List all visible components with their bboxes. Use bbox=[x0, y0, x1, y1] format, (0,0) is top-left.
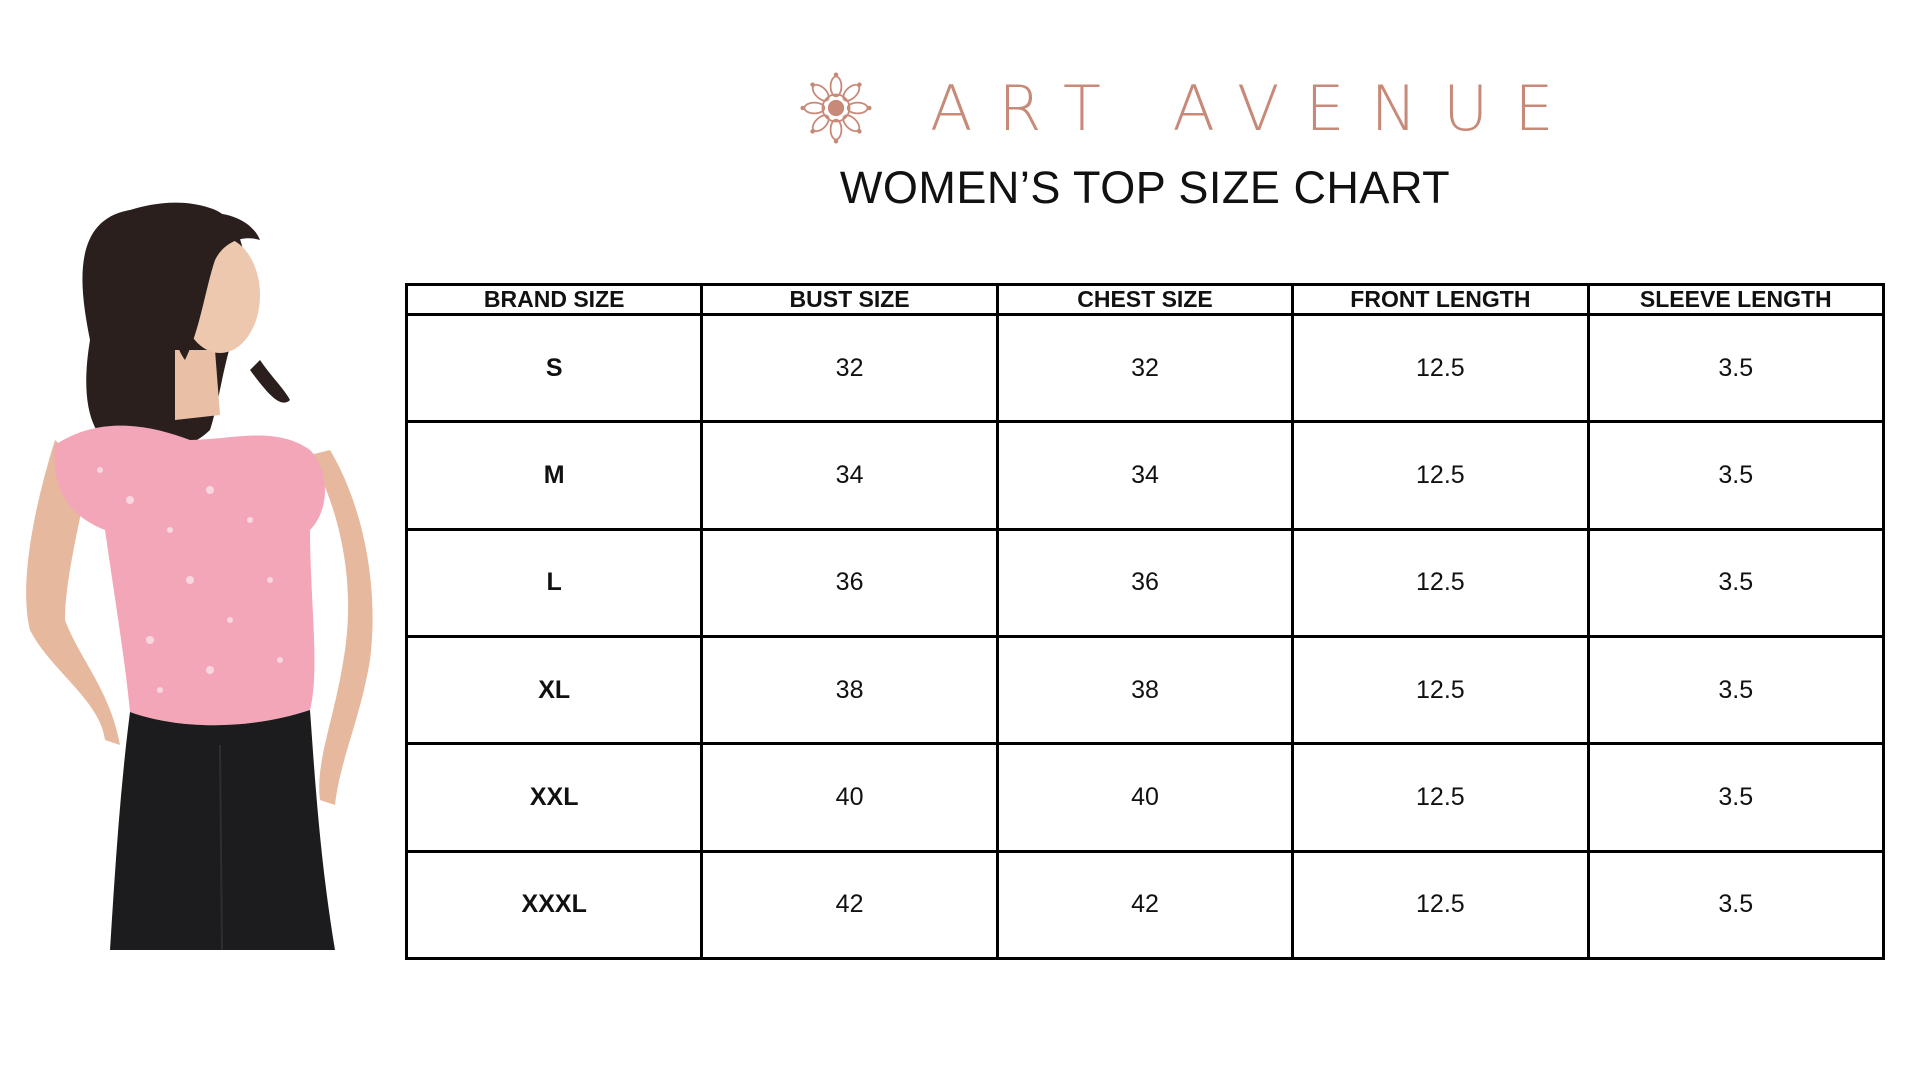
model-photo bbox=[10, 200, 400, 950]
chest-cell: 34 bbox=[997, 422, 1292, 529]
front-length-cell: 12.5 bbox=[1293, 529, 1588, 636]
page-title: WOMEN’S TOP SIZE CHART bbox=[839, 162, 1451, 213]
size-cell: S bbox=[407, 315, 702, 422]
table-header-row bbox=[407, 285, 1884, 315]
header-chest-size: CHEST SIZE bbox=[997, 285, 1292, 315]
brand-name: ART AVENUE bbox=[930, 71, 1580, 145]
table-row bbox=[407, 851, 1884, 958]
table-row bbox=[407, 744, 1884, 851]
bust-cell: 34 bbox=[702, 422, 997, 529]
mandala-icon bbox=[800, 72, 872, 144]
front-length-cell: 12.5 bbox=[1293, 422, 1588, 529]
table-row bbox=[407, 529, 1884, 636]
size-cell: XXL bbox=[407, 744, 702, 851]
bust-cell: 40 bbox=[702, 744, 997, 851]
bust-cell: 32 bbox=[702, 315, 997, 422]
size-chart-table bbox=[405, 283, 1885, 960]
neck bbox=[175, 350, 220, 420]
front-length-cell: 12.5 bbox=[1293, 851, 1588, 958]
chest-cell: 32 bbox=[997, 315, 1292, 422]
size-cell: L bbox=[407, 529, 702, 636]
sleeve-length-cell: 3.5 bbox=[1588, 315, 1883, 422]
chest-cell: 38 bbox=[997, 636, 1292, 743]
chest-cell: 36 bbox=[997, 529, 1292, 636]
table-row bbox=[407, 422, 1884, 529]
sleeve-length-cell: 3.5 bbox=[1588, 851, 1883, 958]
table-row bbox=[407, 636, 1884, 743]
brand-header bbox=[800, 68, 1580, 148]
header-bust-size: BUST SIZE bbox=[702, 285, 997, 315]
front-length-cell: 12.5 bbox=[1293, 744, 1588, 851]
front-length-cell: 12.5 bbox=[1293, 636, 1588, 743]
size-cell: XXXL bbox=[407, 851, 702, 958]
sleeve-length-cell: 3.5 bbox=[1588, 636, 1883, 743]
sleeve-length-cell: 3.5 bbox=[1588, 529, 1883, 636]
chest-cell: 40 bbox=[997, 744, 1292, 851]
bust-cell: 38 bbox=[702, 636, 997, 743]
header-sleeve-length: SLEEVE LENGTH bbox=[1588, 285, 1883, 315]
sleeve-length-cell: 3.5 bbox=[1588, 744, 1883, 851]
header-brand-size: BRAND SIZE bbox=[407, 285, 702, 315]
size-cell: XL bbox=[407, 636, 702, 743]
bust-cell: 42 bbox=[702, 851, 997, 958]
header-front-length: FRONT LENGTH bbox=[1293, 285, 1588, 315]
sleeve-length-cell: 3.5 bbox=[1588, 422, 1883, 529]
front-length-cell: 12.5 bbox=[1293, 315, 1588, 422]
bust-cell: 36 bbox=[702, 529, 997, 636]
size-cell: M bbox=[407, 422, 702, 529]
chest-cell: 42 bbox=[997, 851, 1292, 958]
table-row bbox=[407, 315, 1884, 422]
